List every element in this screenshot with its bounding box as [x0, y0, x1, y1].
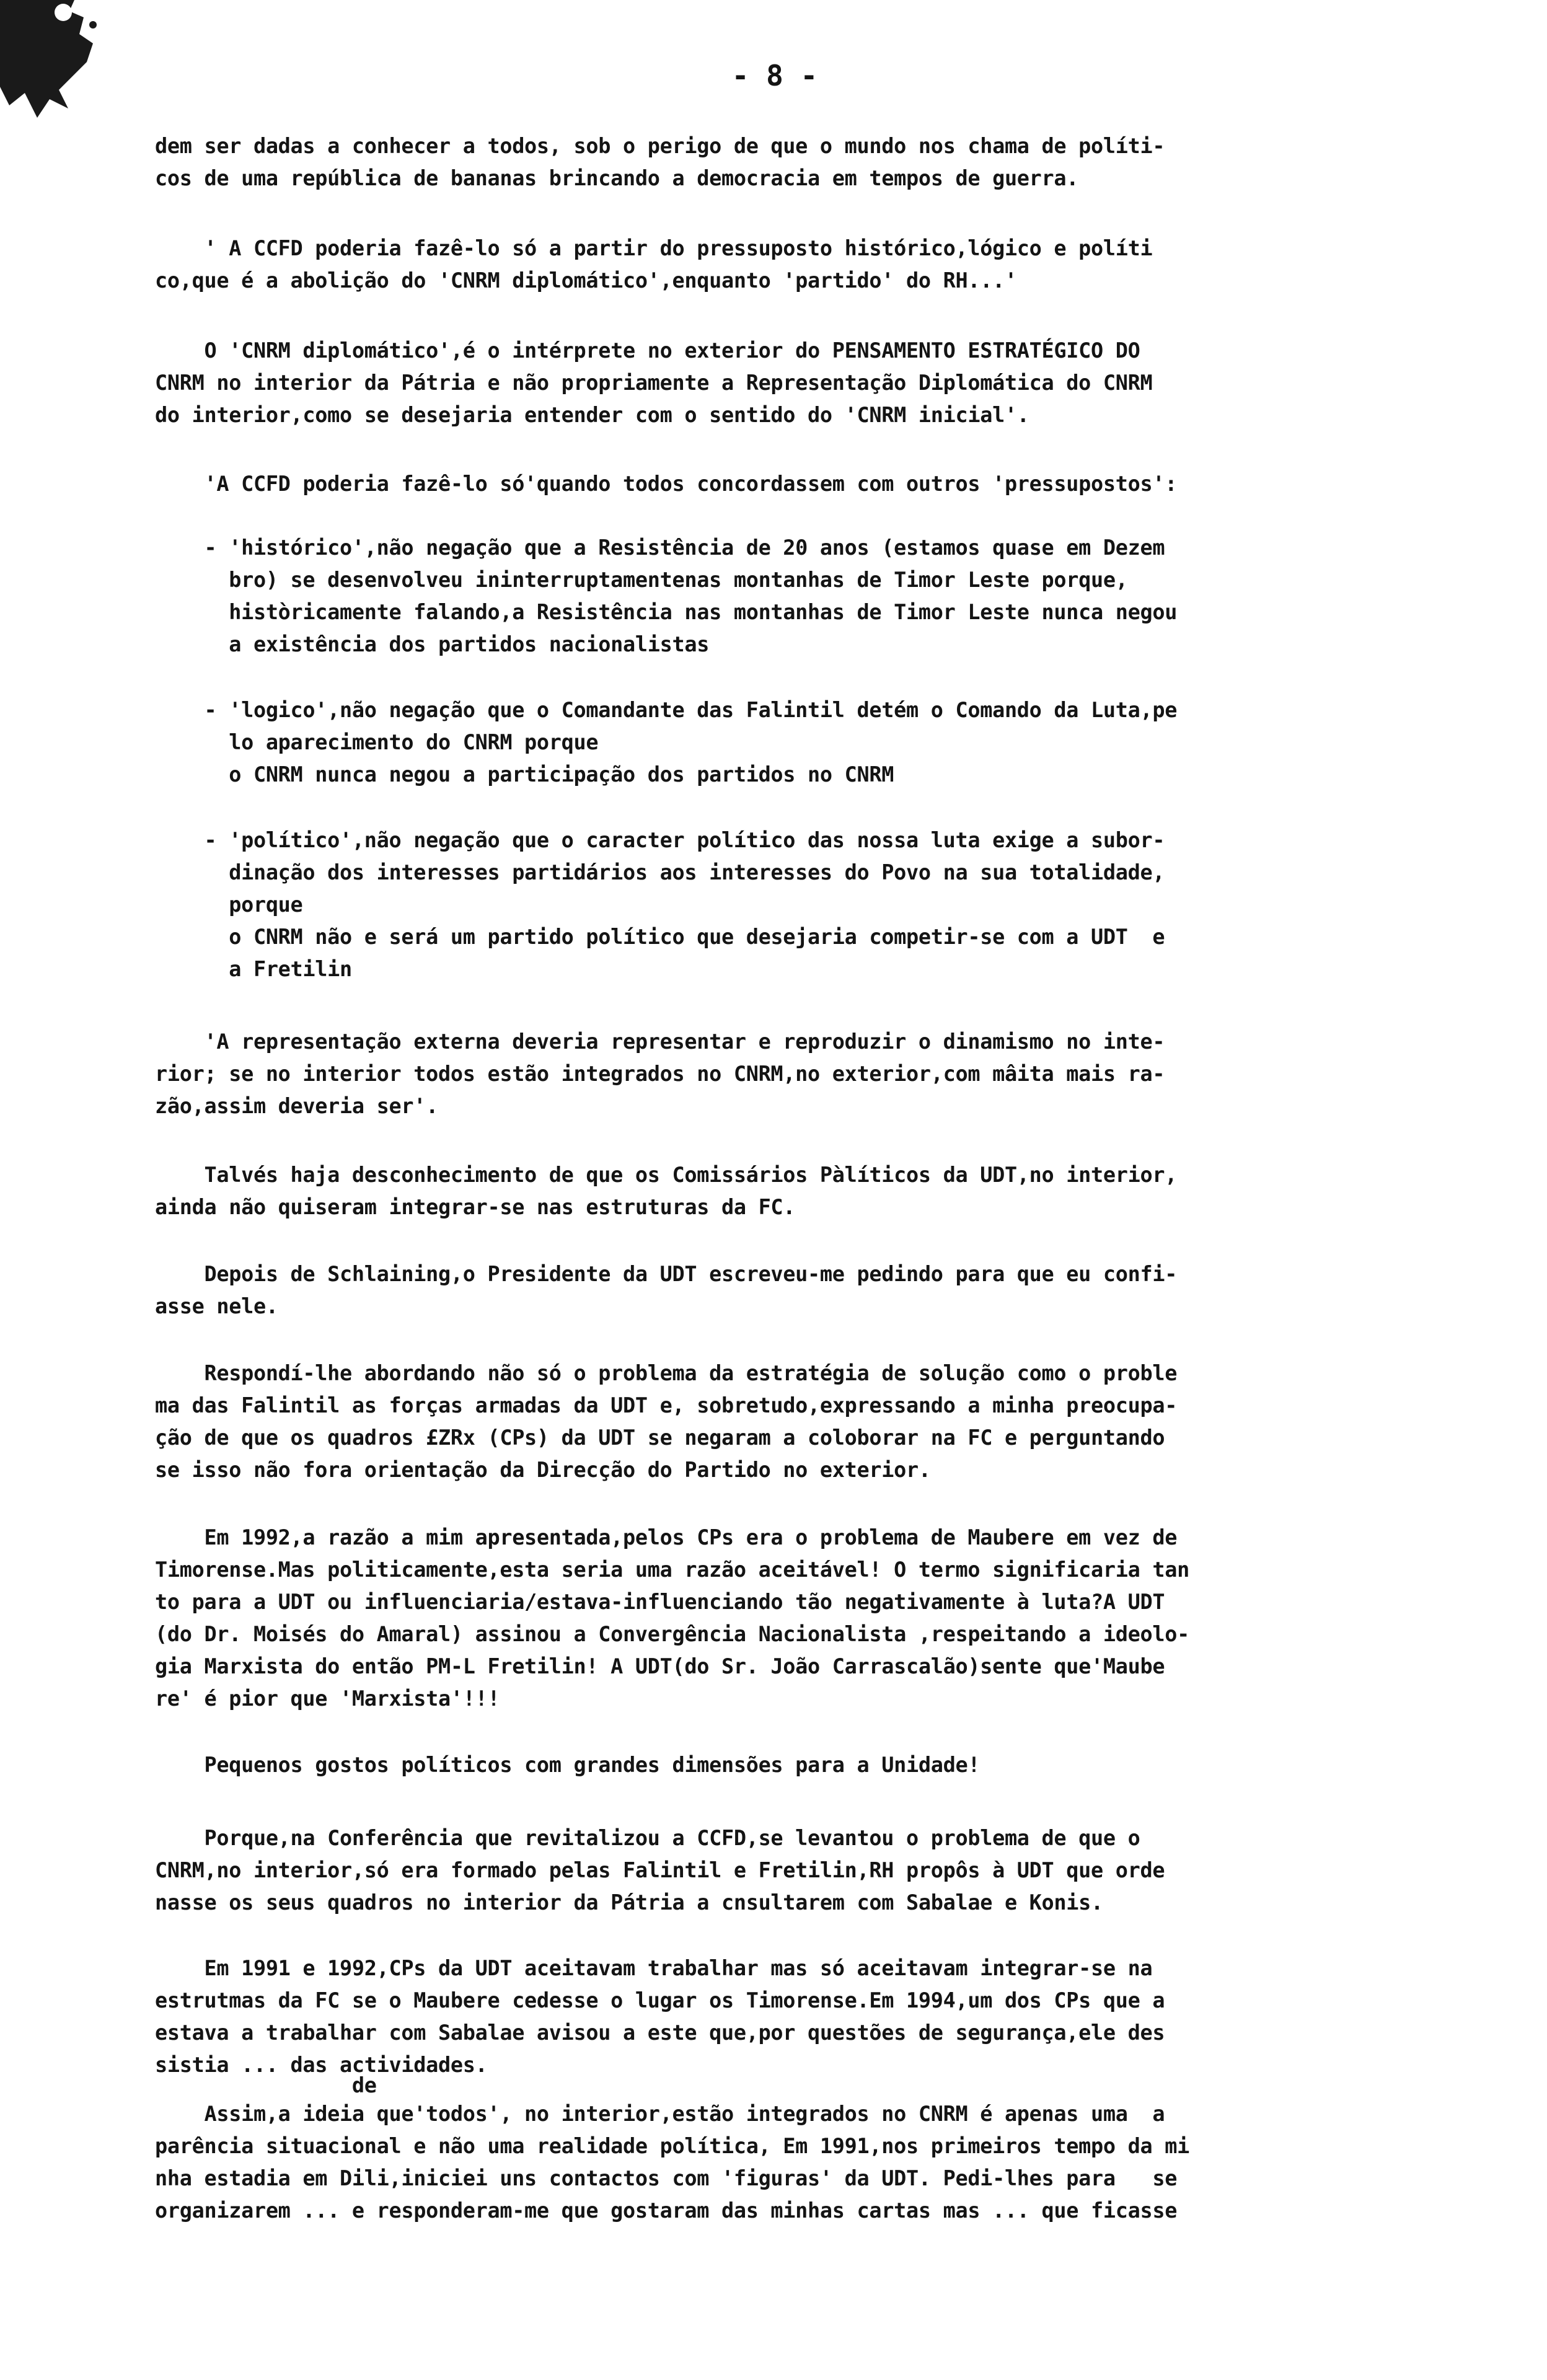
text-line: dem ser dadas a conhecer a todos, sob o perigo de que o mundo nos chama de políti- [155, 134, 1165, 158]
text-line: re' é pior que 'Marxista'!!! [155, 1686, 500, 1711]
text-line: Em 1992,a razão a mim apresentada,pelos CPs era o problema de Maubere em vez de [155, 1525, 1178, 1549]
text-line: Depois de Schlaining,o Presidente da UDT escreveu-me pedindo para que eu confi- [155, 1262, 1178, 1286]
text-line: 'A representação externa deveria representar e reproduzir o dinamismo no inte- [155, 1029, 1165, 1054]
text-line: se isso não fora orientação da Direcção do Partido no exterior. [155, 1458, 931, 1482]
paragraph [155, 1159, 1450, 1223]
paragraph [155, 2073, 1450, 2227]
text-line: ma das Falintil as forças armadas da UDT e, sobretudo,expressando a minha preocupa- [155, 1393, 1178, 1417]
text-line: CNRM no interior da Pátria e não propriamente a Representação Diplomática do CNRM [155, 371, 1153, 395]
text-line: rior; se no interior todos estão integrados no CNRM,no exterior,com mâita mais ra- [155, 1062, 1165, 1086]
text-line: - 'logico',não negação que o Comandante das Falintil detém o Comando da Luta,pe [155, 698, 1178, 722]
paragraph [155, 1258, 1450, 1323]
corner-ink-blot [0, 0, 105, 124]
text-line: nha estadia em Dili,iniciei uns contactos com 'figuras' da UDT. Pedi-lhes para se [155, 2166, 1178, 2190]
page-number: - 8 - [731, 59, 818, 92]
text-line: parência situacional e não uma realidade política, Em 1991,nos primeiros tempo da mi [155, 2134, 1189, 2158]
text-line: 'A CCFD poderia fazê-lo só'quando todos concordassem com outros 'pressupostos': [155, 472, 1178, 496]
text-line: estava a trabalhar com Sabalae avisou a este que,por questões de segurança,ele des [155, 2021, 1165, 2045]
text-line: nasse os seus quadros no interior da Pátria a cnsultarem com Sabalae e Konis. [155, 1890, 1103, 1915]
text-line: cos de uma república de bananas brincando a democracia em tempos de guerra. [155, 166, 1079, 190]
paragraph [155, 1357, 1450, 1486]
text-line: Porque,na Conferência que revitalizou a CCFD,se levantou o problema de que o [155, 1826, 1140, 1850]
text-line: to para a UDT ou influenciaria/estava-influenciando tão negativamente à luta?A UDT [155, 1590, 1165, 1614]
text-line: ção de que os quadros £ZRx (CPs) da UDT se negaram a coloborar na FC e perguntando [155, 1426, 1165, 1450]
text-line: Timorense.Mas politicamente,esta seria uma razão aceitável! O termo significaria tan [155, 1558, 1189, 1582]
text-line: asse nele. [155, 1294, 278, 1318]
text-line: organizarem ... e responderam-me que gostaram das minhas cartas mas ... que ficasse [155, 2198, 1178, 2223]
text-line: o CNRM não e será um partido político que desejaria competir-se com a UDT e [155, 925, 1165, 949]
text-line: (do Dr. Moisés do Amaral) assinou a Convergência Nacionalista ,respeitando a ideolo- [155, 1622, 1189, 1646]
text-line: Assim,a ideia que'todos', no interior,estão integrados no CNRM é apenas uma a [155, 2102, 1165, 2126]
text-line: porque [155, 892, 303, 917]
text-line: sistia ... das actividades. [155, 2053, 488, 2077]
paragraph [155, 335, 1450, 431]
text-line: co,que é a abolição do 'CNRM diplomático',enquanto 'partido' do RH...' [155, 268, 1017, 293]
text-line: Em 1991 e 1992,CPs da UDT aceitavam trabalhar mas só aceitavam integrar-se na [155, 1956, 1153, 1980]
text-line: històricamente falando,a Resistência nas montanhas de Timor Leste nunca negou [155, 600, 1178, 624]
paragraph [155, 1522, 1450, 1715]
text-line: ' A CCFD poderia fazê-lo só a partir do pressuposto histórico,lógico e políti [155, 236, 1153, 260]
text-line: estrutmas da FC se o Maubere cedesse o lugar os Timorense.Em 1994,um dos CPs que a [155, 1988, 1165, 2012]
text-line: Talvés haja desconhecimento de que os Comissários Pàlíticos da UDT,no interior, [155, 1163, 1178, 1187]
paragraph [155, 468, 1450, 500]
text-line: bro) se desenvolveu ininterruptamentenas montanhas de Timor Leste porque, [155, 568, 1128, 592]
text-line: Respondí-lhe abordando não só o problema da estratégia de solução como o proble [155, 1361, 1178, 1385]
text-line: CNRM,no interior,só era formado pelas Falintil e Fretilin,RH propôs à UDT que orde [155, 1858, 1165, 1882]
text-line: a existência dos partidos nacionalistas [155, 632, 710, 656]
text-line: - 'político',não negação que o caracter político das nossa luta exige a subor- [155, 828, 1165, 852]
text-line: de [155, 2073, 377, 2097]
text-line: a Fretilin [155, 957, 352, 981]
text-line: ainda não quiseram integrar-se nas estruturas da FC. [155, 1195, 796, 1219]
text-line: dinação dos interesses partidários aos interesses do Povo na sua totalidade, [155, 860, 1165, 884]
paragraph [155, 1952, 1450, 2081]
paragraph [155, 130, 1450, 195]
list-item [155, 824, 1450, 985]
paragraph [155, 1026, 1450, 1122]
text-line: lo aparecimento do CNRM porque [155, 730, 599, 754]
paragraph [155, 1749, 1450, 1781]
text-line: zão,assim deveria ser'. [155, 1094, 438, 1118]
list-item [155, 694, 1450, 791]
text-line: - 'histórico',não negação que a Resistência de 20 anos (estamos quase em Dezem [155, 536, 1165, 560]
text-line: Pequenos gostos políticos com grandes dimensões para a Unidade! [155, 1753, 981, 1777]
text-line: do interior,como se desejaria entender com o sentido do 'CNRM inicial'. [155, 403, 1029, 427]
text-line: gia Marxista do então PM-L Fretilin! A UDT(do Sr. João Carrascalão)sente que'Maube [155, 1654, 1165, 1678]
paragraph [155, 1822, 1450, 1919]
paragraph [155, 232, 1450, 297]
list-item [155, 532, 1450, 661]
text-line: O 'CNRM diplomático',é o intérprete no exterior do PENSAMENTO ESTRATÉGICO DO [155, 338, 1140, 363]
text-line: o CNRM nunca negou a participação dos partidos no CNRM [155, 762, 894, 787]
